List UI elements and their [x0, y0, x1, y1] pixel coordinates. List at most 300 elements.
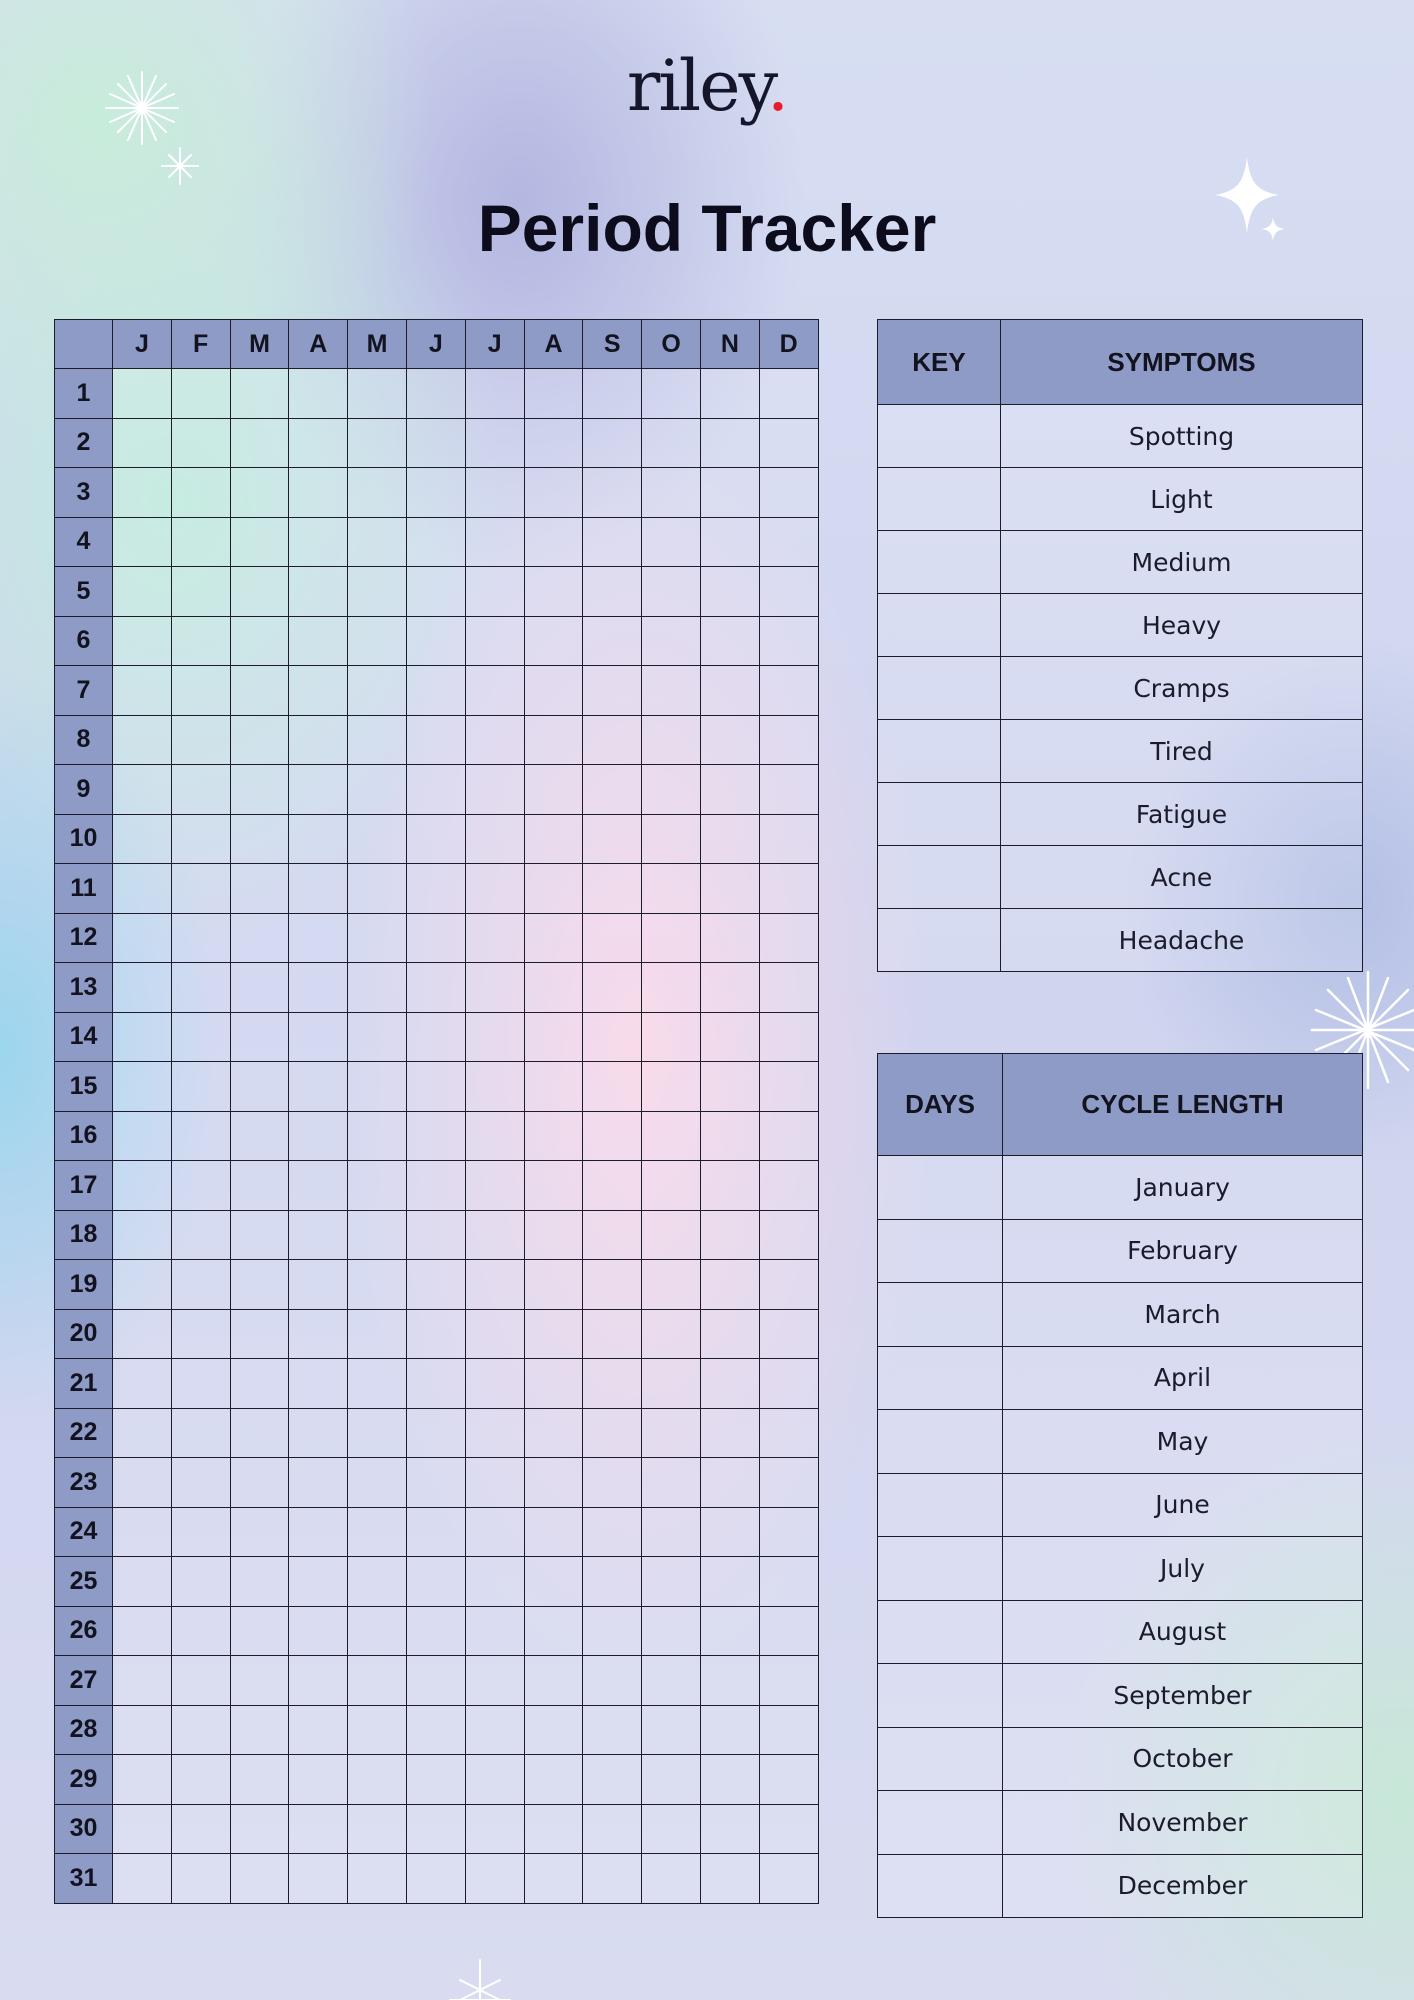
tracker-cell[interactable]	[583, 517, 642, 567]
tracker-cell[interactable]	[113, 814, 172, 864]
tracker-cell[interactable]	[642, 567, 701, 617]
tracker-cell[interactable]	[583, 1359, 642, 1409]
tracker-cell[interactable]	[171, 1557, 230, 1607]
tracker-cell[interactable]	[230, 1359, 289, 1409]
tracker-cell[interactable]	[113, 715, 172, 765]
tracker-cell[interactable]	[289, 913, 348, 963]
tracker-cell[interactable]	[348, 913, 407, 963]
tracker-cell[interactable]	[171, 1408, 230, 1458]
tracker-cell[interactable]	[642, 1606, 701, 1656]
tracker-cell[interactable]	[230, 468, 289, 518]
tracker-cell[interactable]	[171, 468, 230, 518]
tracker-cell[interactable]	[759, 1804, 818, 1854]
tracker-cell[interactable]	[700, 963, 759, 1013]
tracker-cell[interactable]	[171, 1705, 230, 1755]
tracker-cell[interactable]	[583, 913, 642, 963]
tracker-cell[interactable]	[524, 567, 583, 617]
tracker-cell[interactable]	[289, 1161, 348, 1211]
tracker-cell[interactable]	[583, 1755, 642, 1805]
tracker-cell[interactable]	[289, 666, 348, 716]
tracker-cell[interactable]	[642, 369, 701, 419]
tracker-cell[interactable]	[524, 1111, 583, 1161]
tracker-cell[interactable]	[583, 715, 642, 765]
tracker-cell[interactable]	[524, 1656, 583, 1706]
tracker-cell[interactable]	[230, 1408, 289, 1458]
key-cell[interactable]	[878, 594, 1001, 657]
tracker-cell[interactable]	[465, 1804, 524, 1854]
tracker-cell[interactable]	[289, 468, 348, 518]
tracker-cell[interactable]	[171, 913, 230, 963]
tracker-cell[interactable]	[465, 1309, 524, 1359]
tracker-cell[interactable]	[642, 616, 701, 666]
tracker-cell[interactable]	[406, 1161, 465, 1211]
tracker-cell[interactable]	[348, 963, 407, 1013]
tracker-cell[interactable]	[348, 616, 407, 666]
tracker-cell[interactable]	[171, 1507, 230, 1557]
tracker-cell[interactable]	[406, 1210, 465, 1260]
tracker-cell[interactable]	[230, 517, 289, 567]
tracker-cell[interactable]	[524, 468, 583, 518]
tracker-cell[interactable]	[113, 1260, 172, 1310]
tracker-cell[interactable]	[171, 567, 230, 617]
tracker-cell[interactable]	[642, 1507, 701, 1557]
tracker-cell[interactable]	[171, 814, 230, 864]
tracker-cell[interactable]	[348, 765, 407, 815]
tracker-cell[interactable]	[171, 1804, 230, 1854]
tracker-cell[interactable]	[642, 1210, 701, 1260]
tracker-cell[interactable]	[289, 1606, 348, 1656]
days-cell[interactable]	[878, 1791, 1003, 1855]
tracker-cell[interactable]	[289, 616, 348, 666]
tracker-cell[interactable]	[524, 1260, 583, 1310]
tracker-cell[interactable]	[759, 468, 818, 518]
tracker-cell[interactable]	[406, 517, 465, 567]
key-cell[interactable]	[878, 720, 1001, 783]
key-cell[interactable]	[878, 405, 1001, 468]
tracker-cell[interactable]	[171, 1458, 230, 1508]
tracker-cell[interactable]	[230, 567, 289, 617]
tracker-cell[interactable]	[759, 715, 818, 765]
tracker-cell[interactable]	[230, 765, 289, 815]
tracker-cell[interactable]	[113, 1656, 172, 1706]
tracker-cell[interactable]	[642, 1359, 701, 1409]
tracker-cell[interactable]	[759, 517, 818, 567]
tracker-cell[interactable]	[583, 814, 642, 864]
tracker-cell[interactable]	[406, 1705, 465, 1755]
tracker-cell[interactable]	[700, 1755, 759, 1805]
tracker-cell[interactable]	[289, 418, 348, 468]
tracker-cell[interactable]	[348, 1210, 407, 1260]
tracker-cell[interactable]	[406, 666, 465, 716]
tracker-cell[interactable]	[348, 1507, 407, 1557]
tracker-cell[interactable]	[465, 1161, 524, 1211]
tracker-cell[interactable]	[642, 1705, 701, 1755]
tracker-cell[interactable]	[406, 1854, 465, 1904]
days-cell[interactable]	[878, 1283, 1003, 1347]
tracker-cell[interactable]	[289, 1012, 348, 1062]
days-cell[interactable]	[878, 1219, 1003, 1283]
days-cell[interactable]	[878, 1346, 1003, 1410]
tracker-cell[interactable]	[465, 1507, 524, 1557]
tracker-cell[interactable]	[348, 1111, 407, 1161]
tracker-cell[interactable]	[348, 1012, 407, 1062]
tracker-cell[interactable]	[700, 1210, 759, 1260]
tracker-cell[interactable]	[524, 715, 583, 765]
tracker-cell[interactable]	[289, 814, 348, 864]
tracker-cell[interactable]	[113, 1161, 172, 1211]
tracker-cell[interactable]	[230, 666, 289, 716]
tracker-cell[interactable]	[113, 1804, 172, 1854]
tracker-cell[interactable]	[348, 1854, 407, 1904]
tracker-cell[interactable]	[230, 1309, 289, 1359]
tracker-cell[interactable]	[230, 1606, 289, 1656]
tracker-cell[interactable]	[289, 1804, 348, 1854]
tracker-cell[interactable]	[759, 1161, 818, 1211]
tracker-cell[interactable]	[642, 765, 701, 815]
tracker-cell[interactable]	[583, 1804, 642, 1854]
tracker-cell[interactable]	[289, 1705, 348, 1755]
tracker-cell[interactable]	[406, 864, 465, 914]
tracker-cell[interactable]	[759, 1458, 818, 1508]
tracker-cell[interactable]	[465, 1755, 524, 1805]
tracker-cell[interactable]	[583, 1111, 642, 1161]
tracker-cell[interactable]	[583, 666, 642, 716]
tracker-cell[interactable]	[113, 1557, 172, 1607]
tracker-cell[interactable]	[406, 369, 465, 419]
tracker-cell[interactable]	[700, 666, 759, 716]
tracker-cell[interactable]	[465, 1359, 524, 1409]
tracker-cell[interactable]	[289, 1260, 348, 1310]
tracker-cell[interactable]	[406, 1507, 465, 1557]
tracker-cell[interactable]	[406, 765, 465, 815]
days-cell[interactable]	[878, 1600, 1003, 1664]
tracker-cell[interactable]	[348, 666, 407, 716]
tracker-cell[interactable]	[642, 864, 701, 914]
tracker-cell[interactable]	[524, 418, 583, 468]
tracker-cell[interactable]	[230, 1755, 289, 1805]
tracker-cell[interactable]	[113, 666, 172, 716]
tracker-cell[interactable]	[289, 765, 348, 815]
tracker-cell[interactable]	[289, 567, 348, 617]
tracker-cell[interactable]	[700, 1161, 759, 1211]
tracker-cell[interactable]	[406, 1458, 465, 1508]
tracker-cell[interactable]	[700, 913, 759, 963]
tracker-cell[interactable]	[583, 1606, 642, 1656]
tracker-cell[interactable]	[406, 1111, 465, 1161]
tracker-cell[interactable]	[348, 715, 407, 765]
tracker-cell[interactable]	[465, 1260, 524, 1310]
tracker-cell[interactable]	[113, 1606, 172, 1656]
key-cell[interactable]	[878, 531, 1001, 594]
tracker-cell[interactable]	[289, 963, 348, 1013]
tracker-cell[interactable]	[700, 1656, 759, 1706]
tracker-cell[interactable]	[700, 814, 759, 864]
tracker-cell[interactable]	[524, 814, 583, 864]
tracker-cell[interactable]	[289, 1210, 348, 1260]
tracker-cell[interactable]	[348, 1705, 407, 1755]
tracker-cell[interactable]	[465, 765, 524, 815]
tracker-cell[interactable]	[524, 1458, 583, 1508]
tracker-cell[interactable]	[171, 1656, 230, 1706]
tracker-cell[interactable]	[700, 1062, 759, 1112]
tracker-cell[interactable]	[700, 1804, 759, 1854]
tracker-cell[interactable]	[465, 1062, 524, 1112]
tracker-cell[interactable]	[700, 1705, 759, 1755]
tracker-cell[interactable]	[583, 418, 642, 468]
tracker-cell[interactable]	[759, 1755, 818, 1805]
tracker-cell[interactable]	[348, 369, 407, 419]
tracker-cell[interactable]	[524, 1755, 583, 1805]
tracker-cell[interactable]	[759, 1705, 818, 1755]
tracker-cell[interactable]	[524, 1012, 583, 1062]
tracker-cell[interactable]	[289, 369, 348, 419]
tracker-cell[interactable]	[406, 963, 465, 1013]
tracker-cell[interactable]	[113, 913, 172, 963]
tracker-cell[interactable]	[583, 1309, 642, 1359]
tracker-cell[interactable]	[700, 1111, 759, 1161]
tracker-cell[interactable]	[700, 1012, 759, 1062]
tracker-cell[interactable]	[642, 1656, 701, 1706]
tracker-cell[interactable]	[465, 1854, 524, 1904]
tracker-cell[interactable]	[524, 666, 583, 716]
tracker-cell[interactable]	[642, 468, 701, 518]
tracker-cell[interactable]	[524, 1161, 583, 1211]
tracker-cell[interactable]	[700, 765, 759, 815]
tracker-cell[interactable]	[171, 864, 230, 914]
tracker-cell[interactable]	[171, 1309, 230, 1359]
tracker-cell[interactable]	[230, 1854, 289, 1904]
tracker-cell[interactable]	[406, 1557, 465, 1607]
tracker-cell[interactable]	[289, 1062, 348, 1112]
tracker-cell[interactable]	[289, 1111, 348, 1161]
tracker-cell[interactable]	[642, 1755, 701, 1805]
tracker-cell[interactable]	[583, 1161, 642, 1211]
tracker-cell[interactable]	[230, 814, 289, 864]
tracker-cell[interactable]	[465, 1458, 524, 1508]
tracker-cell[interactable]	[583, 1507, 642, 1557]
tracker-cell[interactable]	[642, 963, 701, 1013]
tracker-cell[interactable]	[465, 418, 524, 468]
tracker-cell[interactable]	[348, 1656, 407, 1706]
tracker-cell[interactable]	[583, 616, 642, 666]
tracker-cell[interactable]	[700, 567, 759, 617]
tracker-cell[interactable]	[759, 814, 818, 864]
key-cell[interactable]	[878, 909, 1001, 972]
tracker-cell[interactable]	[759, 1408, 818, 1458]
tracker-cell[interactable]	[171, 1359, 230, 1409]
tracker-cell[interactable]	[465, 666, 524, 716]
tracker-cell[interactable]	[524, 1557, 583, 1607]
tracker-cell[interactable]	[230, 1260, 289, 1310]
tracker-cell[interactable]	[289, 864, 348, 914]
tracker-cell[interactable]	[759, 1606, 818, 1656]
tracker-cell[interactable]	[642, 814, 701, 864]
tracker-cell[interactable]	[465, 517, 524, 567]
tracker-cell[interactable]	[230, 369, 289, 419]
tracker-cell[interactable]	[406, 1260, 465, 1310]
tracker-cell[interactable]	[759, 1210, 818, 1260]
tracker-cell[interactable]	[113, 963, 172, 1013]
tracker-cell[interactable]	[642, 1012, 701, 1062]
tracker-cell[interactable]	[406, 1359, 465, 1409]
tracker-cell[interactable]	[759, 1507, 818, 1557]
key-cell[interactable]	[878, 783, 1001, 846]
tracker-cell[interactable]	[230, 1210, 289, 1260]
tracker-cell[interactable]	[524, 765, 583, 815]
tracker-cell[interactable]	[642, 1804, 701, 1854]
tracker-cell[interactable]	[700, 1408, 759, 1458]
tracker-cell[interactable]	[465, 814, 524, 864]
tracker-cell[interactable]	[700, 1606, 759, 1656]
tracker-cell[interactable]	[171, 963, 230, 1013]
tracker-cell[interactable]	[230, 1012, 289, 1062]
tracker-cell[interactable]	[289, 1854, 348, 1904]
tracker-cell[interactable]	[465, 1656, 524, 1706]
days-cell[interactable]	[878, 1473, 1003, 1537]
tracker-cell[interactable]	[406, 715, 465, 765]
tracker-cell[interactable]	[406, 468, 465, 518]
tracker-cell[interactable]	[289, 1359, 348, 1409]
tracker-cell[interactable]	[230, 1557, 289, 1607]
tracker-cell[interactable]	[230, 1507, 289, 1557]
tracker-cell[interactable]	[348, 1755, 407, 1805]
tracker-cell[interactable]	[759, 1557, 818, 1607]
tracker-cell[interactable]	[465, 567, 524, 617]
tracker-cell[interactable]	[524, 1210, 583, 1260]
tracker-cell[interactable]	[642, 1161, 701, 1211]
tracker-cell[interactable]	[113, 1755, 172, 1805]
tracker-cell[interactable]	[113, 1705, 172, 1755]
tracker-cell[interactable]	[465, 1557, 524, 1607]
tracker-cell[interactable]	[230, 864, 289, 914]
tracker-cell[interactable]	[113, 1210, 172, 1260]
tracker-cell[interactable]	[113, 1458, 172, 1508]
tracker-cell[interactable]	[759, 913, 818, 963]
days-cell[interactable]	[878, 1537, 1003, 1601]
key-cell[interactable]	[878, 468, 1001, 531]
days-cell[interactable]	[878, 1854, 1003, 1918]
tracker-cell[interactable]	[289, 1507, 348, 1557]
tracker-cell[interactable]	[171, 1062, 230, 1112]
tracker-cell[interactable]	[113, 1012, 172, 1062]
tracker-cell[interactable]	[465, 1012, 524, 1062]
tracker-cell[interactable]	[406, 418, 465, 468]
tracker-cell[interactable]	[524, 1854, 583, 1904]
tracker-cell[interactable]	[171, 1210, 230, 1260]
tracker-cell[interactable]	[583, 1705, 642, 1755]
tracker-cell[interactable]	[583, 1062, 642, 1112]
tracker-cell[interactable]	[171, 1854, 230, 1904]
tracker-cell[interactable]	[642, 1557, 701, 1607]
tracker-cell[interactable]	[524, 1309, 583, 1359]
tracker-cell[interactable]	[230, 1804, 289, 1854]
tracker-cell[interactable]	[759, 1111, 818, 1161]
tracker-cell[interactable]	[289, 1557, 348, 1607]
tracker-cell[interactable]	[289, 517, 348, 567]
tracker-cell[interactable]	[524, 1804, 583, 1854]
tracker-cell[interactable]	[230, 1705, 289, 1755]
tracker-cell[interactable]	[230, 963, 289, 1013]
tracker-cell[interactable]	[642, 1408, 701, 1458]
tracker-cell[interactable]	[289, 1309, 348, 1359]
tracker-cell[interactable]	[583, 468, 642, 518]
tracker-cell[interactable]	[700, 616, 759, 666]
tracker-cell[interactable]	[230, 1111, 289, 1161]
tracker-cell[interactable]	[524, 1606, 583, 1656]
tracker-cell[interactable]	[348, 517, 407, 567]
tracker-cell[interactable]	[524, 1507, 583, 1557]
days-cell[interactable]	[878, 1410, 1003, 1474]
tracker-cell[interactable]	[583, 765, 642, 815]
tracker-cell[interactable]	[642, 715, 701, 765]
tracker-cell[interactable]	[759, 616, 818, 666]
tracker-cell[interactable]	[348, 418, 407, 468]
tracker-cell[interactable]	[465, 468, 524, 518]
tracker-cell[interactable]	[113, 1309, 172, 1359]
tracker-cell[interactable]	[406, 567, 465, 617]
tracker-cell[interactable]	[113, 468, 172, 518]
tracker-cell[interactable]	[406, 1804, 465, 1854]
tracker-cell[interactable]	[230, 1656, 289, 1706]
tracker-cell[interactable]	[406, 814, 465, 864]
tracker-cell[interactable]	[700, 468, 759, 518]
tracker-cell[interactable]	[465, 1408, 524, 1458]
tracker-cell[interactable]	[406, 1309, 465, 1359]
tracker-cell[interactable]	[406, 1062, 465, 1112]
tracker-cell[interactable]	[406, 1606, 465, 1656]
tracker-cell[interactable]	[642, 1062, 701, 1112]
tracker-cell[interactable]	[524, 1359, 583, 1409]
tracker-cell[interactable]	[759, 369, 818, 419]
tracker-cell[interactable]	[465, 1210, 524, 1260]
tracker-cell[interactable]	[465, 616, 524, 666]
tracker-cell[interactable]	[700, 1854, 759, 1904]
tracker-cell[interactable]	[406, 913, 465, 963]
tracker-cell[interactable]	[171, 1755, 230, 1805]
tracker-cell[interactable]	[700, 715, 759, 765]
tracker-cell[interactable]	[289, 715, 348, 765]
tracker-cell[interactable]	[113, 864, 172, 914]
tracker-cell[interactable]	[171, 369, 230, 419]
tracker-cell[interactable]	[230, 418, 289, 468]
tracker-cell[interactable]	[759, 765, 818, 815]
tracker-cell[interactable]	[113, 616, 172, 666]
tracker-cell[interactable]	[171, 666, 230, 716]
tracker-cell[interactable]	[583, 1408, 642, 1458]
tracker-cell[interactable]	[230, 1062, 289, 1112]
tracker-cell[interactable]	[759, 1012, 818, 1062]
tracker-cell[interactable]	[583, 1210, 642, 1260]
tracker-cell[interactable]	[348, 567, 407, 617]
tracker-cell[interactable]	[583, 1656, 642, 1706]
key-cell[interactable]	[878, 657, 1001, 720]
tracker-cell[interactable]	[642, 517, 701, 567]
tracker-cell[interactable]	[348, 1161, 407, 1211]
tracker-cell[interactable]	[465, 864, 524, 914]
tracker-cell[interactable]	[524, 1062, 583, 1112]
tracker-cell[interactable]	[524, 616, 583, 666]
tracker-cell[interactable]	[759, 963, 818, 1013]
tracker-cell[interactable]	[465, 1606, 524, 1656]
tracker-cell[interactable]	[348, 1458, 407, 1508]
tracker-cell[interactable]	[465, 1705, 524, 1755]
tracker-cell[interactable]	[113, 1359, 172, 1409]
tracker-cell[interactable]	[113, 1854, 172, 1904]
tracker-cell[interactable]	[348, 1804, 407, 1854]
tracker-cell[interactable]	[289, 1755, 348, 1805]
tracker-cell[interactable]	[406, 616, 465, 666]
tracker-cell[interactable]	[113, 418, 172, 468]
